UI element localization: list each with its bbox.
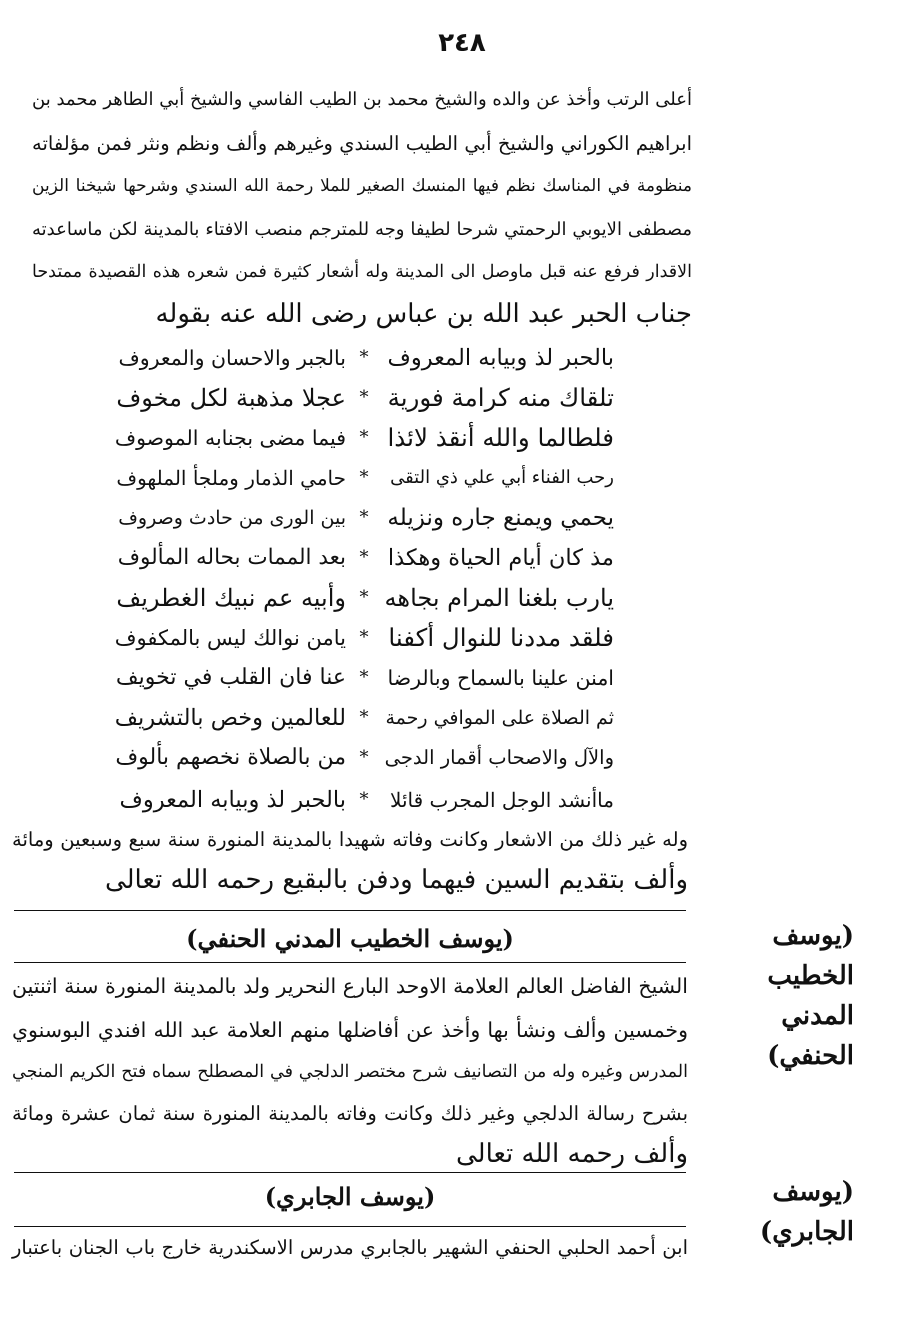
paragraph-line: وألف رحمه الله تعالى [456, 1139, 688, 1169]
entry-title: (يوسف الخطيب المدني الحنفي) [186, 924, 514, 953]
verse-first-hemistich: ثم الصلاة على الموافي رحمة [385, 707, 614, 729]
verse-separator: * [359, 387, 369, 408]
verse-second-hemistich: للعالمين وخص بالتشريف [114, 705, 346, 731]
verse-second-hemistich: بالحبر لذ وبيابه المعروف [119, 787, 346, 813]
verse-separator: * [359, 747, 369, 768]
paragraph-line: الشيخ الفاضل العالم العلامة الاوحد البارع النحرير ولد بالمدينة المنورة سنة اثنتين [12, 974, 688, 998]
divider [14, 962, 686, 963]
verse [114, 660, 614, 700]
verse-first-hemistich: فلقد مددنا للنوال أكفنا [388, 623, 614, 652]
verse-second-hemistich: بين الورى من حادث وصروف [118, 507, 346, 529]
verse-first-hemistich: مذ كان أيام الحياة وهكذا [387, 545, 614, 571]
paragraph-line: وله غير ذلك من الاشعار وكانت وفاته شهيدا بالمدينة المنورة سنة سبع وسبعين ومائة [12, 828, 688, 851]
verse-first-hemistich: والآل والاصحاب أقمار الدجى [384, 746, 614, 769]
verse [114, 500, 614, 540]
verse-second-hemistich: عنا فان القلب في تخويف [115, 665, 346, 690]
verse-first-hemistich: رحب الفناء أبي علي ذي التقى [390, 467, 614, 488]
verse-separator: * [359, 507, 369, 528]
verse [114, 380, 614, 420]
margin-heading-line: المدني الحنفي) [767, 1001, 854, 1071]
verse [114, 580, 614, 620]
paragraph-line: ابراهيم الكوراني والشيخ أبي الطيب السندي وغيرهم وألف ونظم ونثر فمن مؤلفاته [32, 132, 692, 155]
verse-separator: * [359, 627, 369, 648]
verse [114, 700, 614, 740]
margin-heading: (يوسف الجابري) [759, 1177, 854, 1247]
verse-second-hemistich: بعد الممات بحاله المألوف [117, 545, 346, 570]
paragraph-line: بشرح رسالة الدلجي وغير ذلك وكانت وفاته بالمدينة المنورة سنة ثمان عشرة ومائة [12, 1102, 688, 1125]
verse-first-hemistich: فلطالما والله أنقذ لائذا [387, 423, 614, 452]
verse [114, 540, 614, 580]
page-number: ٢٤٨ [438, 28, 486, 58]
paragraph-line: جناب الحبر عبد الله بن عباس رضى الله عنه بقوله [155, 299, 692, 329]
verse-separator: * [359, 427, 369, 448]
verse-separator: * [359, 467, 369, 488]
verse-separator: * [359, 667, 369, 688]
margin-heading [704, 916, 854, 1076]
verse-second-hemistich: فيما مضى بجنابه الموصوف [114, 426, 346, 450]
verse [114, 420, 614, 460]
verse-second-hemistich: من بالصلاة نخصهم بألوف [115, 745, 346, 770]
verse-first-hemistich: يحمي ويمنع جاره ونزيله [387, 505, 614, 531]
verse-separator: * [359, 789, 369, 810]
verse-second-hemistich: حامي الذمار وملجأ الملهوف [116, 466, 346, 490]
verse-first-hemistich: تلقاك منه كرامة فورية [387, 383, 614, 412]
verse-separator: * [359, 347, 369, 368]
verse [114, 740, 614, 780]
verse-first-hemistich: امنن علينا بالسماح وبالرضا [387, 666, 614, 690]
verse-second-hemistich: وأبيه عم نبيك الغطريف [116, 584, 346, 612]
paragraph-line: الاقدار فرفع عنه قبل ماوصل الى المدينة وله أشعار كثيرة فمن شعره هذه القصيدة ممتدحا [32, 262, 692, 282]
verse-separator: * [359, 547, 369, 568]
verse-second-hemistich: بالجبر والاحسان والمعروف [118, 346, 346, 370]
margin-heading-line: (يوسف الخطيب [767, 921, 854, 991]
verse-second-hemistich: يامن نوالك ليس بالمكفوف [114, 626, 346, 650]
divider [14, 1226, 686, 1227]
verse-second-hemistich: عجلا مذهبة لكل مخوف [116, 384, 346, 412]
paragraph-line: ابن أحمد الحلبي الحنفي الشهير بالجابري مدرس الاسكندرية خارج باب الجنان باعتبار [12, 1236, 688, 1259]
paragraph-line: منظومة في المناسك نظم فيها المنسك الصغير للملا رحمة الله السندي وشرحها شيخنا الزين [32, 176, 692, 196]
divider [14, 1172, 686, 1173]
paragraph-line: مصطفى الايوبي الرحمتي شرحا لطيفا وجه للمترجم منصب الافتاء بالمدينة لكن ماساعدته [32, 219, 692, 240]
verse-separator: * [359, 587, 369, 608]
verse [114, 340, 614, 380]
paragraph-line: وألف بتقديم السين فيهما ودفن بالبقيع رحمه الله تعالى [104, 865, 688, 895]
divider [14, 910, 686, 911]
verse [114, 782, 614, 822]
paragraph-line: المدرس وغيره وله من التصانيف شرح مختصر الدلجي في المصطلح سماه فتح الكريم المنجي [12, 1062, 688, 1082]
entry-title: (يوسف الجابري) [264, 1182, 436, 1211]
verse-first-hemistich: يارب بلغنا المرام بجاهه [384, 584, 614, 612]
verse-first-hemistich: بالحبر لذ وبيابه المعروف [387, 345, 614, 371]
verse [114, 620, 614, 660]
verse-separator: * [359, 707, 369, 728]
verse-first-hemistich: ماأنشد الوجل المجرب قائلا [390, 788, 614, 812]
paragraph-line: أعلى الرتب وأخذ عن والده والشيخ محمد بن الطيب الفاسي والشيخ أبي الطاهر محمد بن [32, 89, 692, 110]
paragraph-line: وخمسين وألف ونشأ بها وأخذ عن أفاضلها منهم العلامة عبد الله افندي البوسنوي [12, 1018, 688, 1042]
verse [114, 460, 614, 500]
